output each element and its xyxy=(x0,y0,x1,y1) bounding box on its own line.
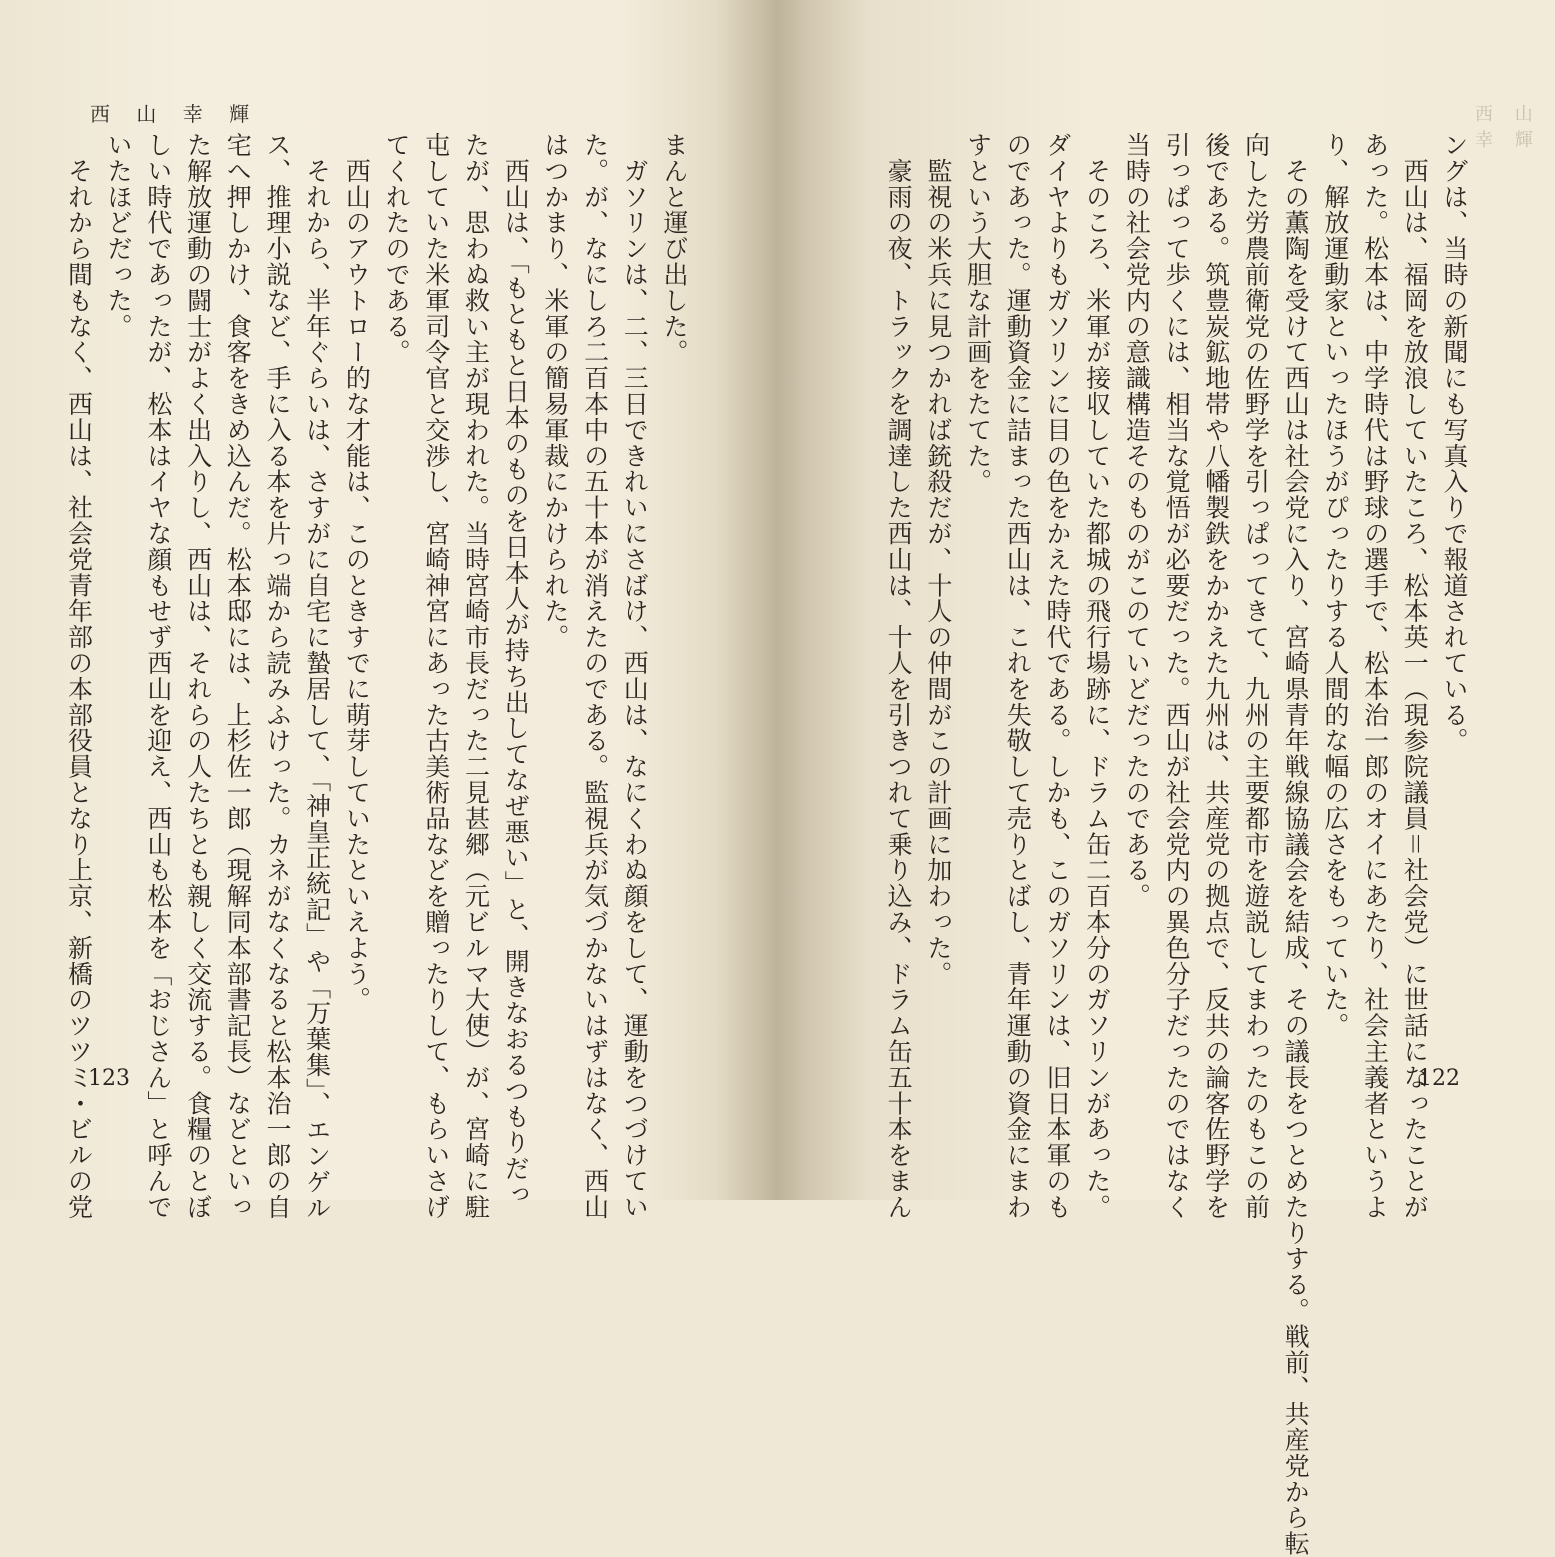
right-page-line: その薫陶を受けて西山は社会党に入り、宮崎県青年戦線協議会を結成、その議長をつとめたりする。戦前、共産党から転 xyxy=(1281,132,1311,1557)
right-page-line: 引っぱって歩くには、相当な覚悟が必要だった。西山が社会党内の異色分子だったのではなく xyxy=(1162,132,1192,1220)
right-page-line: 後である。筑豊炭鉱地帯や八幡製鉄をかかえた九州は、共産党の拠点で、反共の論客佐野学を xyxy=(1201,132,1231,1220)
left-page-line: 宅へ押しかけ、食客をきめ込んだ。松本邸には、上杉佐一郎（現解同本部書記長）などといっ xyxy=(223,132,253,1220)
right-page-line: あった。松本は、中学時代は野球の選手で、松本治一郎のオイにあたり、社会主義者というよ xyxy=(1360,132,1390,1220)
right-page-line: そのころ、米軍が接収していた都城の飛行場跡に、ドラム缶二百本分のガソリンがあった。 xyxy=(1082,132,1112,1220)
left-page-line: それから間もなく、西山は、社会党青年部の本部役員となり上京、新橋のツツミ・ビルの党 xyxy=(64,132,94,1220)
running-head-left: 西 山 幸 輝 xyxy=(90,102,260,126)
right-page-line: 豪雨の夜、トラックを調達した西山は、十人を引きつれて乗り込み、ドラム缶五十本をまん xyxy=(884,132,914,1220)
right-page-line: のであった。運動資金に詰まった西山は、これを失敬して売りとばし、青年運動の資金にまわ xyxy=(1003,132,1033,1220)
page-number-left: 123 xyxy=(88,1066,130,1091)
right-page-line: 監視の米兵に見つかれば銃殺だが、十人の仲間がこの計画に加わった。 xyxy=(923,132,953,987)
right-page-line: すという大胆な計画をたてた。 xyxy=(963,132,993,495)
right-page-line: ダイヤよりもガソリンに目の色をかえた時代である。しかも、このガソリンは、旧日本軍のも xyxy=(1042,132,1072,1220)
right-page-line: ングは、当時の新聞にも写真入りで報道されている。 xyxy=(1440,132,1469,754)
right-page xyxy=(790,0,1555,1557)
left-page-line: てくれたのである。 xyxy=(382,132,412,366)
left-page-line: いたほどだった。 xyxy=(104,132,134,340)
page-number-right: 122 xyxy=(1418,1066,1460,1091)
right-page-line: 当時の社会党内の意識構造そのものがこのていどだったのである。 xyxy=(1122,132,1152,909)
left-page-line: た。が、なにしろ二百本中の五十本が消えたのである。監視兵が気づかないはずはなく、西山 xyxy=(580,132,610,1220)
left-page-line: ス、推理小説など、手に入る本を片っ端から読みふけった。カネがなくなると松本治一郎の自 xyxy=(262,132,292,1220)
left-page-line: はつかまり、米軍の簡易軍裁にかけられた。 xyxy=(540,132,570,650)
left-page-line: たが、思わぬ救い主が現われた。当時宮崎市長だった二見甚郷（元ビルマ大使）が、宮崎に駐 xyxy=(461,132,491,1220)
right-page-line: 向した労農前衛党の佐野学を引っぱってきて、九州の主要都市を遊説してまわったのもこの前 xyxy=(1241,132,1271,1220)
left-page-line: 西山は、「もともと日本のものを日本人が持ち出してなぜ悪い」と、開きなおるつもりだっ xyxy=(501,132,531,1208)
left-page-line: しい時代であったが、松本はイヤな顔もせず西山を迎え、西山も松本を「おじさん」と呼んで xyxy=(143,132,173,1220)
left-page-line: ガソリンは、二、三日できれいにさばけ、西山は、なにくわぬ顔をして、運動をつづけてい xyxy=(620,132,650,1220)
left-page-line: 屯していた米軍司令官と交渉し、宮崎神宮にあった古美術品などを贈ったりして、もらいさげ xyxy=(421,132,451,1220)
left-page-line: た解放運動の闘士がよく出入りし、西山は、それらの人たちとも親しく交流する。食糧のとぼ xyxy=(183,132,213,1220)
left-page xyxy=(0,0,760,1221)
right-page-line: り、解放運動家といったほうがぴったりする人間的な幅の広さをもっていた。 xyxy=(1320,132,1350,1039)
left-page-line: まんと運び出した。 xyxy=(660,132,689,366)
running-head-right: 西 山 幸 輝 xyxy=(1475,104,1541,151)
left-page-line: それから、半年ぐらいは、さすがに自宅に蟄居して、「神皇正統記」や「万葉集」、エンゲル xyxy=(302,132,332,1221)
left-page-line: 西山のアウトロー的な才能は、このときすでに萌芽していたといえよう。 xyxy=(342,132,372,1013)
right-page-line: 西山は、福岡を放浪していたころ、松本英一（現参院議員＝社会党）に世話になったことが xyxy=(1400,132,1430,1220)
